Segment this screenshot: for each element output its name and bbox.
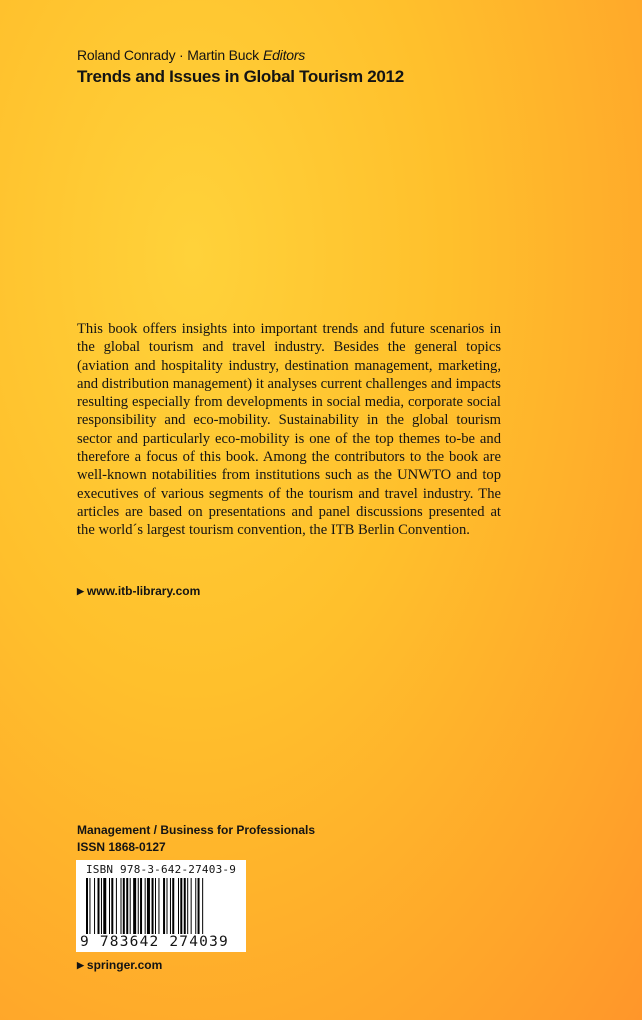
itb-library-link-text: www.itb-library.com (86, 584, 201, 598)
ean-digits: 9 783642 274039 (80, 934, 229, 950)
arrow-right-icon: ▶ (77, 585, 84, 596)
barcode-bar (187, 878, 188, 934)
barcode-bar (123, 878, 125, 934)
arrow-right-icon: ▶ (77, 959, 84, 970)
barcode-bar (94, 878, 95, 934)
barcode-bar (138, 878, 139, 934)
springer-link-text: springer.com (86, 958, 163, 972)
barcode-bar (126, 878, 128, 934)
itb-library-link[interactable] (77, 584, 200, 598)
book-description: This book offers insights into important trends and future scenarios in the global tourism and travel industry. Besides the general topics (aviation and hospitality industry, destination management, marketing, and distribution management) it analyses current challenges and impacts resulting especially from developments in social media, corporate social responsibility and eco-mobility. Sustainability in the global tourism sector and particularly eco-mobility is one of the top themes to-be and therefore a focus of this book. Among the contributors to the book are well-known notabilities from institutions such as the UNWTO and top executives of various segments of the tourism and travel industry. The articles are based on presentations and panel discussions presented at the world´s largest tourism convention, the ITB Berlin Convention. (77, 321, 501, 539)
editors-line (77, 47, 305, 63)
barcode-bar (163, 878, 165, 934)
editor-names: Roland Conrady · Martin Buck (77, 47, 259, 63)
barcode-bar (155, 878, 156, 934)
editors-role: Editors (262, 47, 306, 63)
barcode-bar (191, 878, 192, 934)
barcode-bar (98, 878, 100, 934)
barcode-bar (133, 878, 136, 934)
series-name: Management / Business for Professionals (77, 823, 316, 837)
barcode-bar (109, 878, 110, 934)
barcode-bar (86, 878, 88, 934)
barcode-bar (198, 878, 200, 934)
barcode-bar (172, 878, 174, 934)
book-title: Trends and Issues in Global Tourism 2012 (77, 67, 404, 86)
barcode-bar (103, 878, 106, 934)
barcode-bar (111, 878, 113, 934)
barcode-bar (195, 878, 196, 934)
barcode-bar (145, 878, 146, 934)
issn-number: ISSN 1868-0127 (77, 840, 166, 854)
barcode-bar (101, 878, 102, 934)
springer-link[interactable] (77, 958, 162, 972)
barcode-bar (121, 878, 122, 934)
barcode (76, 860, 246, 952)
barcode-bar (147, 878, 150, 934)
isbn-text: ISBN 978-3-642-27403-9 (85, 863, 237, 876)
barcode-bar (180, 878, 182, 934)
barcode-bar (184, 878, 186, 934)
barcode-bar (158, 878, 159, 934)
barcode-bar (167, 878, 168, 934)
barcode-bar (130, 878, 131, 934)
barcode-bar (140, 878, 142, 934)
barcode-bar (202, 878, 203, 934)
barcode-bar (89, 878, 90, 934)
barcode-bar (152, 878, 154, 934)
barcode-bar (178, 878, 179, 934)
barcode-bar (116, 878, 117, 934)
barcode-bar (170, 878, 171, 934)
barcode-bars (86, 878, 236, 936)
